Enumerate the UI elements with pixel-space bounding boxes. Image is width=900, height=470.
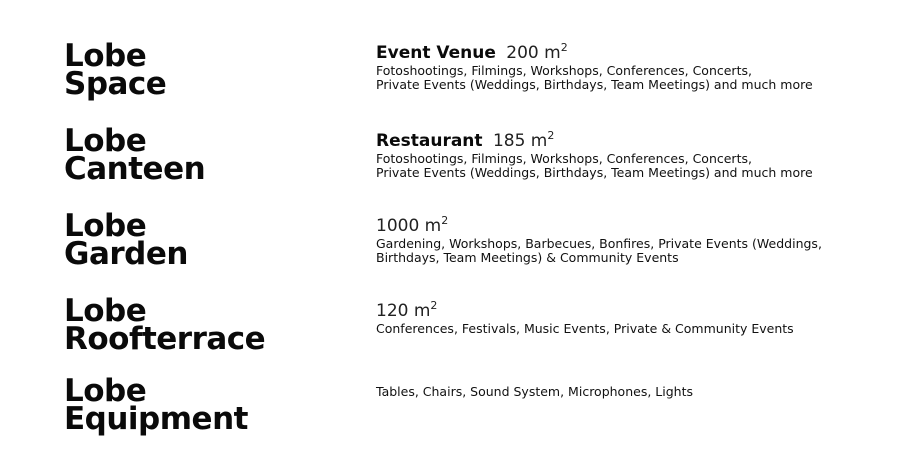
- area-unit-exponent: 2: [560, 41, 568, 54]
- description-line-1: Fotoshootings, Filmings, Workshops, Conferences, Concerts,: [376, 151, 752, 166]
- venue-kind: Restaurant: [376, 131, 483, 151]
- title-line-2: Garden: [64, 236, 188, 272]
- section-description: [376, 152, 886, 180]
- section-title: [64, 293, 266, 357]
- description-line-2: Private Events (Weddings, Birthdays, Team Meetings) and much more: [376, 77, 813, 92]
- section-title: [64, 38, 167, 102]
- title-line-1: Lobe: [64, 293, 147, 329]
- section-title: [64, 123, 206, 187]
- area-unit-exponent: 2: [441, 214, 449, 227]
- section-info: [376, 42, 886, 92]
- section-description: [376, 385, 886, 399]
- section-title: [64, 208, 188, 272]
- description-line-1: Tables, Chairs, Sound System, Microphones, Lights: [376, 384, 693, 399]
- title-line-1: Lobe: [64, 38, 147, 74]
- title-line-1: Lobe: [64, 123, 147, 159]
- description-line-1: Conferences, Festivals, Music Events, Private & Community Events: [376, 321, 794, 336]
- area-unit-exponent: 2: [430, 299, 438, 312]
- section-headline: [376, 300, 886, 322]
- venue-area: [376, 301, 437, 321]
- title-line-2: Canteen: [64, 151, 206, 187]
- section-title: [64, 373, 248, 437]
- description-line-1: Gardening, Workshops, Barbecues, Bonfires, Private Events (Weddings,: [376, 236, 822, 251]
- section-headline: [376, 42, 886, 64]
- description-line-2: Birthdays, Team Meetings) & Community Events: [376, 250, 679, 265]
- area-value: 185 m: [492, 131, 548, 151]
- section-info: [376, 300, 886, 336]
- section-info: [376, 215, 886, 265]
- title-line-2: Space: [64, 66, 167, 102]
- title-line-2: Roofterrace: [64, 321, 266, 357]
- area-value: 120 m: [376, 301, 431, 321]
- section-description: [376, 64, 886, 92]
- title-line-2: Equipment: [64, 401, 248, 437]
- section-description: [376, 322, 886, 336]
- venue-area: [493, 131, 554, 151]
- venue-area: [506, 43, 567, 63]
- section-info: [376, 130, 886, 180]
- venue-area: [376, 216, 448, 236]
- area-value: 1000 m: [376, 216, 442, 236]
- area-unit-exponent: 2: [547, 129, 555, 142]
- section-headline: [376, 130, 886, 152]
- description-line-2: Private Events (Weddings, Birthdays, Team Meetings) and much more: [376, 165, 813, 180]
- title-line-1: Lobe: [64, 373, 147, 409]
- section-description: [376, 237, 886, 265]
- description-line-1: Fotoshootings, Filmings, Workshops, Conferences, Concerts,: [376, 63, 752, 78]
- section-info: [376, 385, 886, 399]
- title-line-1: Lobe: [64, 208, 147, 244]
- section-headline: [376, 215, 886, 237]
- area-value: 200 m: [506, 43, 561, 63]
- venue-kind: Event Venue: [376, 43, 496, 63]
